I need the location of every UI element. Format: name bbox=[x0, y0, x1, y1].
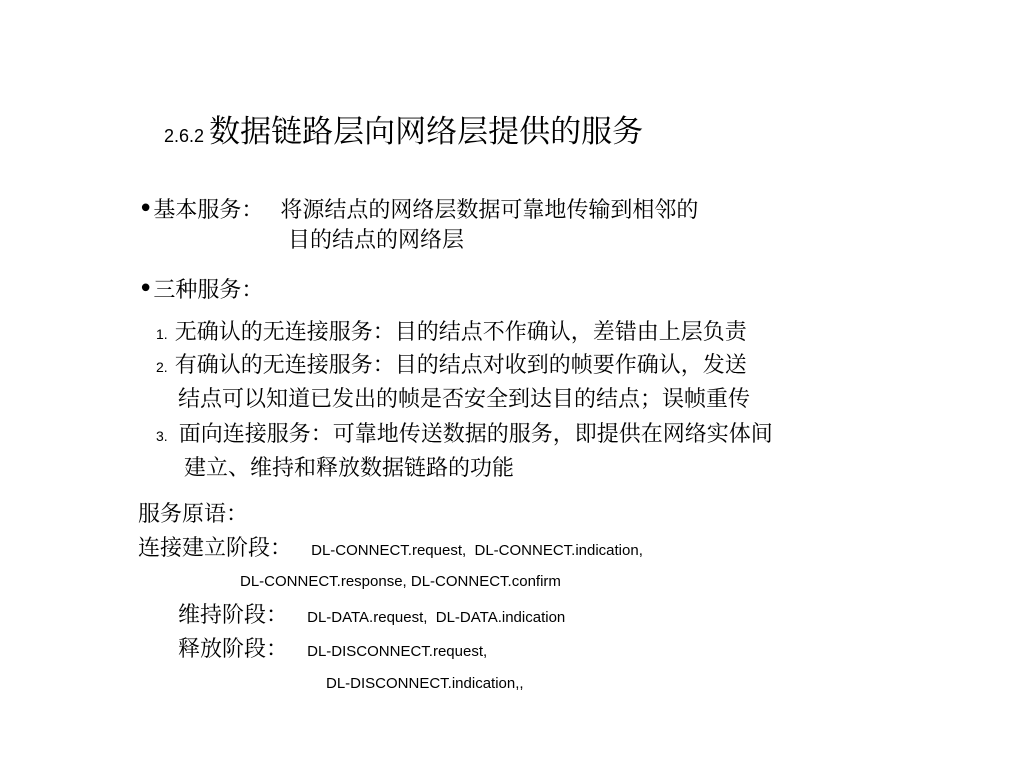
bullet-icon: • bbox=[138, 274, 154, 304]
release-phase-line-2 bbox=[326, 676, 524, 691]
basic-service-label: 基本服务： bbox=[153, 198, 264, 223]
connect-phase-primitives-2: DL-CONNECT.response, DL-CONNECT.confirm bbox=[240, 573, 561, 590]
basic-service-text-2: 目的结点的网络层 bbox=[288, 228, 465, 253]
service-item-2-continued bbox=[178, 389, 750, 411]
service-item-number: 2. bbox=[156, 359, 168, 375]
connect-phase-line-1 bbox=[138, 538, 643, 560]
primitives-heading bbox=[138, 504, 248, 526]
service-item-text: 有确认的无连接服务：目的结点对收到的帧要作确认，发送 bbox=[174, 353, 747, 378]
connect-phase-label: 连接建立阶段： bbox=[138, 536, 293, 561]
release-phase-label: 释放阶段： bbox=[178, 637, 289, 662]
maintain-phase-label: 维持阶段： bbox=[178, 603, 289, 628]
maintain-phase-line bbox=[178, 605, 565, 627]
service-item-2 bbox=[156, 355, 747, 377]
release-phase-primitives-1: DL-DISCONNECT.request, bbox=[307, 643, 488, 660]
bullet-icon: • bbox=[138, 194, 154, 224]
release-phase-primitives-2: DL-DISCONNECT.indication,, bbox=[326, 675, 524, 692]
basic-service-line-2 bbox=[288, 230, 464, 252]
service-item-text: 面向连接服务：可靠地传送数据的服务，即提供在网络实体间 bbox=[178, 422, 773, 447]
service-item-text: 无确认的无连接服务：目的结点不作确认，差错由上层负责 bbox=[174, 320, 747, 345]
service-item-text: 结点可以知道已发出的帧是否安全到达目的结点；误帧重传 bbox=[178, 387, 751, 412]
service-item-3-continued bbox=[184, 458, 514, 480]
service-item-number: 1. bbox=[156, 326, 168, 342]
primitives-heading-text: 服务原语： bbox=[138, 502, 249, 527]
basic-service-line-1 bbox=[138, 196, 698, 222]
connect-phase-line-2 bbox=[240, 574, 561, 589]
page-title bbox=[164, 114, 644, 150]
title-text: 数据链路层向网络层提供的服务 bbox=[209, 114, 644, 150]
service-item-3 bbox=[156, 424, 773, 446]
service-item-1 bbox=[156, 322, 747, 344]
section-number: 2.6.2 bbox=[164, 126, 205, 146]
service-item-number: 3. bbox=[156, 428, 168, 444]
basic-service-text-1: 将源结点的网络层数据可靠地传输到相邻的 bbox=[280, 198, 699, 223]
three-services-label: 三种服务： bbox=[153, 278, 264, 303]
connect-phase-primitives-1: DL-CONNECT.request, DL-CONNECT.indication, bbox=[311, 542, 643, 559]
release-phase-line-1 bbox=[178, 639, 487, 661]
maintain-phase-primitives: DL-DATA.request, DL-DATA.indication bbox=[307, 609, 566, 626]
service-item-text: 建立、维持和释放数据链路的功能 bbox=[184, 456, 515, 481]
three-services-heading bbox=[138, 276, 263, 302]
